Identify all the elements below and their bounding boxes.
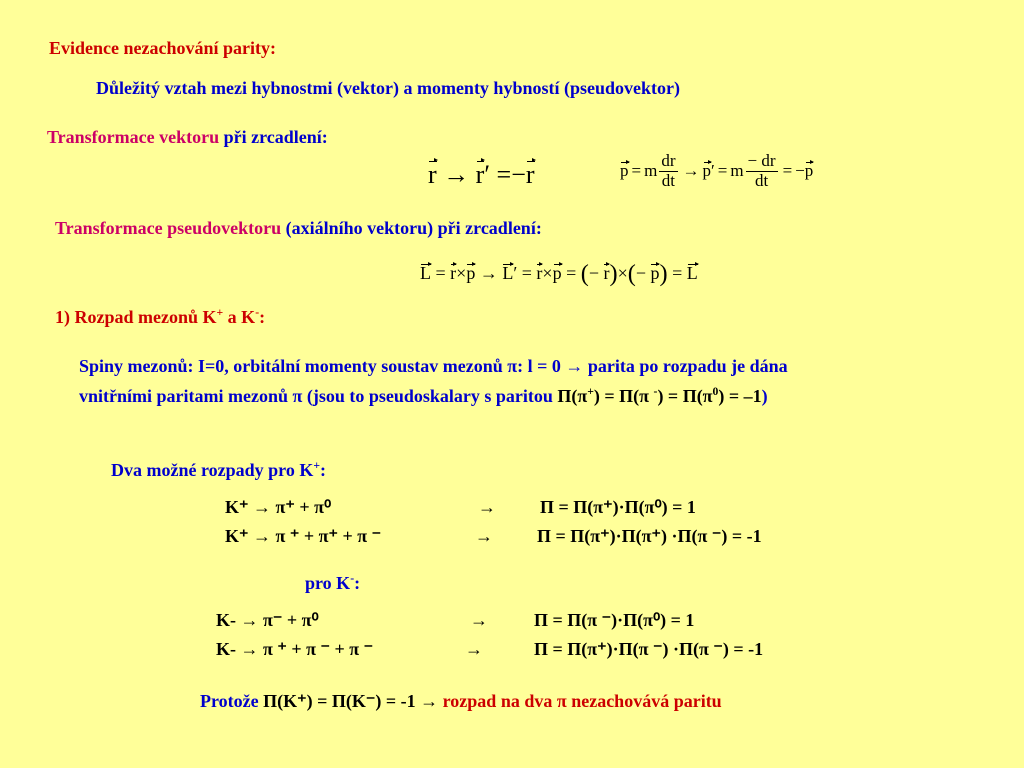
section-kaon-decay-title [55,306,265,328]
section-title-and: a K [223,307,256,327]
equals-symbol: = [717,161,728,181]
r-vector: r [536,263,543,284]
p-vector: p [804,161,814,181]
equals-symbol: = [521,263,532,284]
minus-symbol: − [795,161,805,181]
paren-close: ) [609,260,618,287]
pseudovector-transform-suffix: (axiálního vektoru) při zrcadlení: [281,218,542,238]
equals-symbol: = [435,263,446,284]
fraction-denominator: dt [754,170,769,190]
kplus-title-text: Dva možné rozpady pro K [111,460,314,480]
kminus-title-colon: : [354,573,361,593]
sup-plus: + [587,385,594,398]
kminus-title-text: pro K [305,573,351,593]
sup-minus: - [653,385,658,398]
kminus-decay-row-2-arrow: → [465,639,483,659]
parity-part: ) = Π(π [593,386,654,406]
parity-part: ) = –1 [718,386,762,406]
dr-symbol: dr [761,151,776,170]
vector-transform-title [47,127,328,148]
p-vector: p [466,263,476,284]
mass-symbol: m [730,161,744,181]
r-vector: r [475,160,485,189]
pseudovector-transform-label: Transformace pseudovektoru [55,218,282,238]
p-vector: p [552,263,562,284]
pseudovector-transform-title [55,218,542,239]
minus-symbol: − [588,263,599,284]
section-title-text: 1) Rozpad mezonů K [55,307,217,327]
p-vector: p [620,161,629,181]
kplus-decay-row-1-right: Π = Π(π⁺)·Π(π⁰) = 1 [540,497,696,517]
sup-minus: - [255,306,260,319]
kminus-decay-row-2-left: K- → π ⁺ + π ⁻ + π ⁻ [216,639,374,659]
conclusion-result: rozpad na dva π nezachovává paritu [438,691,722,711]
paren-open: ( [627,260,636,287]
kplus-decay-row-2-right: Π = Π(π⁺)·Π(π⁺) ·Π(π ⁻) = -1 [537,526,762,546]
L-vector: L [420,263,431,284]
derivative-fraction-negative [746,152,778,190]
sup-minus: - [350,572,355,585]
minus-symbol: − [635,263,646,284]
kminus-decay-row-1-right: Π = Π(π ⁻)·Π(π⁰) = 1 [534,610,695,630]
sup-plus: + [313,459,321,472]
kplus-decay-row-2-left: K⁺ → π ⁺ + π⁺ + π ⁻ [225,526,382,546]
conclusion-expression: Π(K⁺) = Π(K⁻) = -1 → [263,691,439,711]
kplus-title-colon: : [320,460,327,480]
p-vector: p [702,161,711,181]
minus-symbol: − [747,151,758,170]
kplus-decay-row-1-left: K⁺ → π⁺ + π⁰ [225,497,332,517]
kplus-decay-row-1-arrow: → [478,497,496,517]
minus-symbol: − [511,160,526,189]
arrow-symbol: → [479,263,498,284]
kminus-decay-row-1-left: K- → π⁻ + π⁰ [216,610,319,630]
formula-p-mirror [620,152,813,190]
times-symbol: × [617,263,628,284]
times-symbol: × [456,263,467,284]
slide-heading: Evidence nezachování parity: [49,38,276,58]
prime-symbol: ′ [513,263,518,284]
section-title-colon: : [259,307,266,327]
closing-paren: ) [761,386,768,406]
derivative-fraction [659,152,677,190]
fraction-numerator-neg [746,152,778,172]
arrow-symbol: → [682,161,700,181]
spin-paragraph [79,353,788,409]
parity-part: ) = Π(π [657,386,713,406]
fraction-numerator: dr [661,151,676,170]
sup-plus: + [216,306,224,319]
r-vector: r [603,263,610,284]
vector-transform-suffix: při zrcadlení: [219,127,328,147]
spin-line-2-text: vnitřními paritami mezonů π (jsou to pseudoskalary s paritou [79,386,558,406]
equals-symbol: = [672,263,683,284]
kminus-decays-title [305,572,360,594]
spin-line-1: Spiny mezonů: I=0, orbitální momenty soustav mezonů π: l = 0 → parita po rozpadu je dána [79,356,788,376]
equals-symbol: = [496,160,512,189]
equals-symbol: = [782,161,793,181]
kplus-decays-title [111,459,326,481]
L-vector: L [502,263,514,284]
mass-symbol: m [644,161,658,181]
kplus-decay-row-2-arrow: → [475,526,493,546]
prime-symbol: ′ [484,160,491,189]
paren-close: ) [659,260,668,287]
parity-part: Π(π [557,386,588,406]
vector-transform-label: Transformace vektoru [47,127,220,147]
arrow-symbol: → [443,160,470,189]
kminus-decay-row-2-right: Π = Π(π⁺)·Π(π ⁻) ·Π(π ⁻) = -1 [534,639,764,659]
conclusion-prefix: Protože [200,691,264,711]
kminus-decay-row-1-arrow: → [470,610,488,630]
equals-symbol: = [566,263,577,284]
formula-r-mirror [428,160,535,190]
equals-symbol: = [631,161,642,181]
r-vector: r [428,160,437,189]
slide-subheading: Důležitý vztah mezi hybnostmi (vektor) a momenty hybností (pseudovektor) [96,78,680,98]
L-vector: L [686,263,698,284]
formula-L-mirror [420,260,698,288]
prime-symbol: ′ [711,161,715,181]
r-vector: r [525,160,535,189]
spin-line-2 [79,379,788,409]
fraction-denominator: dt [661,170,676,190]
times-symbol: × [542,263,553,284]
conclusion [200,691,722,712]
r-vector: r [450,263,457,284]
p-vector: p [650,263,660,284]
sup-zero: 0 [712,385,719,398]
parity-expression [557,386,761,406]
paren-open: ( [580,260,589,287]
